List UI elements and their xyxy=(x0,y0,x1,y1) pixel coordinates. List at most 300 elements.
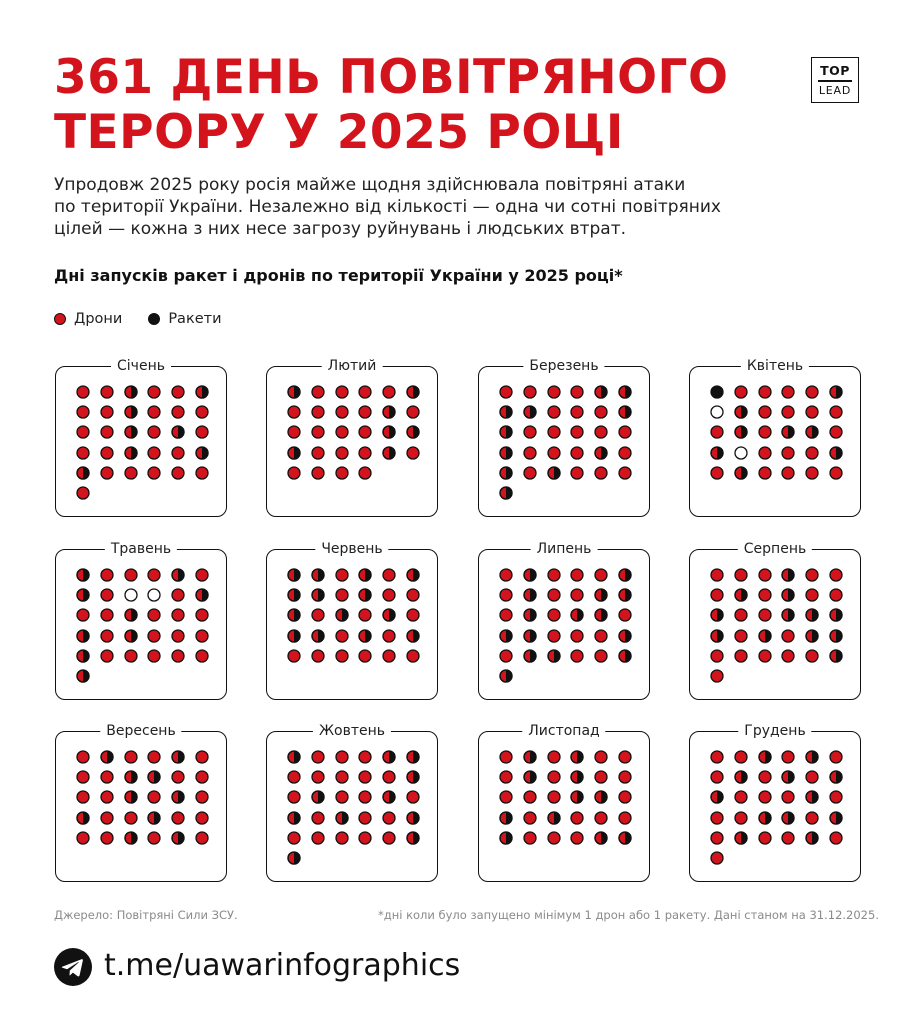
day-dot xyxy=(171,404,185,418)
day-dot xyxy=(594,810,608,824)
month-card xyxy=(266,358,438,517)
day-dot xyxy=(594,628,608,642)
day-dot xyxy=(100,769,114,783)
day-dot xyxy=(76,749,90,763)
day-dot xyxy=(406,384,420,398)
day-dot xyxy=(335,810,349,824)
day-dot xyxy=(570,567,584,581)
day-dot xyxy=(147,648,161,662)
month-label: Липень xyxy=(531,540,598,558)
day-dot xyxy=(195,445,209,459)
day-dot xyxy=(570,607,584,621)
day-dot xyxy=(805,749,819,763)
day-dot xyxy=(547,648,561,662)
day-dot xyxy=(594,424,608,438)
month-label: Листопад xyxy=(522,722,605,740)
day-dot xyxy=(499,810,513,824)
month-card xyxy=(478,541,650,700)
logo-top-text: TOP xyxy=(820,63,850,79)
day-dot xyxy=(734,769,748,783)
day-dot xyxy=(335,789,349,803)
day-dot xyxy=(547,789,561,803)
day-dot xyxy=(287,587,301,601)
day-dot xyxy=(734,830,748,844)
day-dot xyxy=(406,749,420,763)
day-dot xyxy=(523,628,537,642)
day-dot xyxy=(406,628,420,642)
day-dot xyxy=(805,810,819,824)
day-dot xyxy=(829,587,843,601)
day-dot xyxy=(406,648,420,662)
day-dot xyxy=(171,830,185,844)
day-dot xyxy=(147,567,161,581)
month-label: Червень xyxy=(315,540,388,558)
day-dot xyxy=(195,769,209,783)
day-dot xyxy=(382,404,396,418)
day-dot xyxy=(499,648,513,662)
day-dot xyxy=(76,668,90,682)
day-dot xyxy=(124,789,138,803)
day-dot xyxy=(335,628,349,642)
day-dot xyxy=(547,587,561,601)
day-dot xyxy=(734,384,748,398)
day-dot xyxy=(358,587,372,601)
day-dot xyxy=(124,465,138,479)
day-dot xyxy=(124,830,138,844)
day-dot xyxy=(710,384,724,398)
day-dot xyxy=(335,648,349,662)
day-dot xyxy=(76,445,90,459)
day-dot xyxy=(171,445,185,459)
day-dot xyxy=(124,749,138,763)
day-dot xyxy=(570,465,584,479)
month-label: Лютий xyxy=(322,357,383,375)
day-dot xyxy=(758,810,772,824)
day-dot xyxy=(618,445,632,459)
day-dot xyxy=(358,769,372,783)
day-dot xyxy=(594,465,608,479)
day-dot xyxy=(829,567,843,581)
day-dot xyxy=(758,830,772,844)
day-dot xyxy=(406,769,420,783)
day-dot xyxy=(311,769,325,783)
month-label: Січень xyxy=(111,357,171,375)
day-dot xyxy=(147,465,161,479)
day-dot xyxy=(547,830,561,844)
day-dot xyxy=(758,628,772,642)
day-dot xyxy=(781,587,795,601)
day-dot xyxy=(76,769,90,783)
day-dot xyxy=(570,789,584,803)
day-dot xyxy=(781,567,795,581)
day-dot xyxy=(710,607,724,621)
day-dot xyxy=(335,445,349,459)
day-dot xyxy=(335,769,349,783)
day-dot xyxy=(710,628,724,642)
day-dot xyxy=(618,465,632,479)
day-dot xyxy=(781,465,795,479)
day-dot xyxy=(382,567,396,581)
day-dot xyxy=(758,749,772,763)
day-dot xyxy=(805,628,819,642)
day-dot xyxy=(618,587,632,601)
day-dot xyxy=(100,384,114,398)
day-dot xyxy=(758,567,772,581)
day-dot xyxy=(523,445,537,459)
day-dot xyxy=(382,769,396,783)
day-dot xyxy=(594,607,608,621)
day-dot xyxy=(100,789,114,803)
day-dot xyxy=(335,567,349,581)
logo-bottom-text: LEAD xyxy=(818,83,852,97)
day-dot xyxy=(311,384,325,398)
day-dot xyxy=(781,648,795,662)
day-dot xyxy=(100,628,114,642)
day-dot xyxy=(311,424,325,438)
day-dot xyxy=(335,587,349,601)
day-dot xyxy=(76,404,90,418)
day-dot xyxy=(287,850,301,864)
day-dot xyxy=(171,384,185,398)
day-dot xyxy=(358,810,372,824)
day-dot xyxy=(311,587,325,601)
day-dot xyxy=(406,424,420,438)
day-dot xyxy=(311,404,325,418)
day-dot xyxy=(547,465,561,479)
day-dot xyxy=(382,628,396,642)
day-dot xyxy=(734,789,748,803)
day-dot xyxy=(499,384,513,398)
day-dot xyxy=(311,830,325,844)
day-dot xyxy=(287,445,301,459)
day-dot xyxy=(406,830,420,844)
day-dot xyxy=(147,445,161,459)
day-dot xyxy=(406,810,420,824)
day-dot xyxy=(335,465,349,479)
day-dot xyxy=(523,607,537,621)
day-dot xyxy=(805,384,819,398)
day-dot xyxy=(734,404,748,418)
day-dot xyxy=(358,465,372,479)
day-dot xyxy=(805,587,819,601)
day-dot xyxy=(570,769,584,783)
day-dot xyxy=(171,769,185,783)
day-dot xyxy=(195,424,209,438)
day-dot xyxy=(287,810,301,824)
day-dot xyxy=(829,628,843,642)
day-dot xyxy=(287,648,301,662)
chart-title: Дні запусків ракет і дронів по території України у 2025 році* xyxy=(54,266,623,285)
day-dot xyxy=(570,628,584,642)
month-card xyxy=(478,723,650,882)
day-dot xyxy=(147,830,161,844)
day-dot xyxy=(100,587,114,601)
day-dot xyxy=(570,810,584,824)
day-dot xyxy=(618,789,632,803)
day-dot xyxy=(805,789,819,803)
day-dot xyxy=(406,789,420,803)
day-dot xyxy=(710,668,724,682)
day-dot xyxy=(195,810,209,824)
month-card xyxy=(689,541,861,700)
day-dot xyxy=(195,628,209,642)
month-label: Серпень xyxy=(738,540,812,558)
day-dot xyxy=(406,404,420,418)
day-dot xyxy=(171,628,185,642)
day-dot xyxy=(805,445,819,459)
day-dot xyxy=(287,465,301,479)
day-dot xyxy=(76,607,90,621)
day-dot xyxy=(570,587,584,601)
day-dot xyxy=(618,607,632,621)
day-dot xyxy=(382,587,396,601)
day-dot xyxy=(195,384,209,398)
day-dot xyxy=(781,789,795,803)
day-dot xyxy=(499,668,513,682)
day-dot xyxy=(781,830,795,844)
month-card xyxy=(689,358,861,517)
month-label: Березень xyxy=(523,357,604,375)
day-dot xyxy=(76,384,90,398)
day-dot xyxy=(311,445,325,459)
day-dot xyxy=(171,607,185,621)
day-dot xyxy=(594,384,608,398)
month-card xyxy=(55,723,227,882)
day-dot xyxy=(335,424,349,438)
day-dot xyxy=(382,424,396,438)
day-dot xyxy=(358,404,372,418)
day-dot xyxy=(805,769,819,783)
day-dot xyxy=(734,445,748,459)
day-dot xyxy=(829,769,843,783)
day-dot xyxy=(734,648,748,662)
day-dot xyxy=(76,789,90,803)
day-dot xyxy=(594,445,608,459)
day-dot xyxy=(781,384,795,398)
day-dot xyxy=(335,830,349,844)
day-dot xyxy=(734,567,748,581)
day-dot xyxy=(287,607,301,621)
day-dot xyxy=(76,628,90,642)
day-dot xyxy=(171,567,185,581)
day-dot xyxy=(618,404,632,418)
day-dot xyxy=(335,404,349,418)
day-dot xyxy=(547,567,561,581)
day-dot xyxy=(382,810,396,824)
day-dot xyxy=(734,607,748,621)
day-dot xyxy=(594,567,608,581)
day-dot xyxy=(547,404,561,418)
day-dot xyxy=(523,384,537,398)
day-dot xyxy=(147,769,161,783)
day-dot xyxy=(100,830,114,844)
month-label: Вересень xyxy=(100,722,181,740)
day-dot xyxy=(147,587,161,601)
month-card xyxy=(266,541,438,700)
day-dot xyxy=(171,587,185,601)
day-dot xyxy=(758,384,772,398)
day-dot xyxy=(382,749,396,763)
day-dot xyxy=(499,830,513,844)
day-dot xyxy=(594,769,608,783)
day-dot xyxy=(523,567,537,581)
title-line-1: 361 ДЕНЬ ПОВІТРЯНОГО xyxy=(54,50,729,105)
day-dot xyxy=(311,648,325,662)
day-dot xyxy=(758,648,772,662)
day-dot xyxy=(287,404,301,418)
day-dot xyxy=(523,587,537,601)
day-dot xyxy=(287,789,301,803)
day-dot xyxy=(570,830,584,844)
day-dot xyxy=(406,445,420,459)
telegram-icon xyxy=(54,948,92,986)
day-dot xyxy=(311,810,325,824)
day-dot xyxy=(618,810,632,824)
day-dot xyxy=(76,810,90,824)
day-dot xyxy=(829,830,843,844)
day-dot xyxy=(171,789,185,803)
day-dot xyxy=(547,628,561,642)
day-dot xyxy=(734,587,748,601)
day-dot xyxy=(805,567,819,581)
day-dot xyxy=(734,424,748,438)
day-dot xyxy=(382,789,396,803)
day-dot xyxy=(594,749,608,763)
month-label: Травень xyxy=(105,540,177,558)
day-dot xyxy=(147,404,161,418)
day-dot xyxy=(499,587,513,601)
day-dot xyxy=(618,424,632,438)
month-card xyxy=(55,541,227,700)
day-dot xyxy=(829,445,843,459)
day-dot xyxy=(523,830,537,844)
month-card xyxy=(266,723,438,882)
day-dot xyxy=(287,749,301,763)
day-dot xyxy=(594,648,608,662)
day-dot xyxy=(311,607,325,621)
day-dot xyxy=(195,587,209,601)
day-dot xyxy=(382,607,396,621)
day-dot xyxy=(100,648,114,662)
day-dot xyxy=(124,424,138,438)
day-dot xyxy=(406,607,420,621)
day-dot xyxy=(335,384,349,398)
day-dot xyxy=(547,769,561,783)
day-dot xyxy=(758,465,772,479)
day-dot xyxy=(76,465,90,479)
day-dot xyxy=(781,749,795,763)
day-dot xyxy=(523,648,537,662)
day-dot xyxy=(100,810,114,824)
telegram-link[interactable]: t.me/uawarinfographics xyxy=(104,948,461,983)
footnote: *дні коли було запущено мінімум 1 дрон або 1 ракету. Дані станом на 31.12.2025. xyxy=(378,908,879,922)
day-dot xyxy=(335,607,349,621)
day-dot xyxy=(523,404,537,418)
day-dot xyxy=(710,769,724,783)
day-dot xyxy=(547,424,561,438)
day-dot xyxy=(829,404,843,418)
day-dot xyxy=(734,810,748,824)
day-dot xyxy=(358,607,372,621)
day-dot xyxy=(618,749,632,763)
day-dot xyxy=(147,607,161,621)
day-dot xyxy=(499,628,513,642)
day-dot xyxy=(710,587,724,601)
day-dot xyxy=(570,424,584,438)
day-dot xyxy=(124,648,138,662)
day-dot xyxy=(171,424,185,438)
day-dot xyxy=(406,567,420,581)
day-dot xyxy=(382,445,396,459)
day-dot xyxy=(710,404,724,418)
day-dot xyxy=(547,749,561,763)
day-dot xyxy=(499,769,513,783)
day-dot xyxy=(124,769,138,783)
day-dot xyxy=(829,749,843,763)
day-dot xyxy=(829,384,843,398)
day-dot xyxy=(805,424,819,438)
day-dot xyxy=(570,648,584,662)
day-dot xyxy=(287,384,301,398)
day-dot xyxy=(523,465,537,479)
day-dot xyxy=(382,830,396,844)
day-dot xyxy=(147,789,161,803)
day-dot xyxy=(829,424,843,438)
day-dot xyxy=(829,810,843,824)
day-dot xyxy=(124,810,138,824)
day-dot xyxy=(171,465,185,479)
day-dot xyxy=(781,445,795,459)
day-dot xyxy=(358,628,372,642)
day-dot xyxy=(499,485,513,499)
day-dot xyxy=(781,607,795,621)
day-dot xyxy=(618,628,632,642)
day-dot xyxy=(710,850,724,864)
day-dot xyxy=(358,648,372,662)
day-dot xyxy=(499,789,513,803)
day-dot xyxy=(311,567,325,581)
day-dot xyxy=(147,628,161,642)
day-dot xyxy=(547,384,561,398)
day-dot xyxy=(76,830,90,844)
day-dot xyxy=(76,567,90,581)
day-dot xyxy=(76,485,90,499)
day-dot xyxy=(758,789,772,803)
day-dot xyxy=(358,424,372,438)
day-dot xyxy=(734,749,748,763)
day-dot xyxy=(710,810,724,824)
day-dot xyxy=(100,424,114,438)
day-dot xyxy=(100,445,114,459)
day-dot xyxy=(358,384,372,398)
day-dot xyxy=(594,587,608,601)
day-dot xyxy=(124,384,138,398)
day-dot xyxy=(311,628,325,642)
day-dot xyxy=(710,749,724,763)
intro-line-3: цілей — кожна з них несе загрозу руйнувань і людських втрат. xyxy=(54,219,627,239)
day-dot xyxy=(358,789,372,803)
day-dot xyxy=(829,607,843,621)
day-dot xyxy=(805,404,819,418)
day-dot xyxy=(523,749,537,763)
day-dot xyxy=(758,607,772,621)
day-dot xyxy=(805,607,819,621)
day-dot xyxy=(195,830,209,844)
month-label: Жовтень xyxy=(313,722,391,740)
day-dot xyxy=(499,465,513,479)
intro-line-1: Упродовж 2025 року росія майже щодня здійснювала повітряні атаки xyxy=(54,175,686,195)
day-dot xyxy=(781,404,795,418)
